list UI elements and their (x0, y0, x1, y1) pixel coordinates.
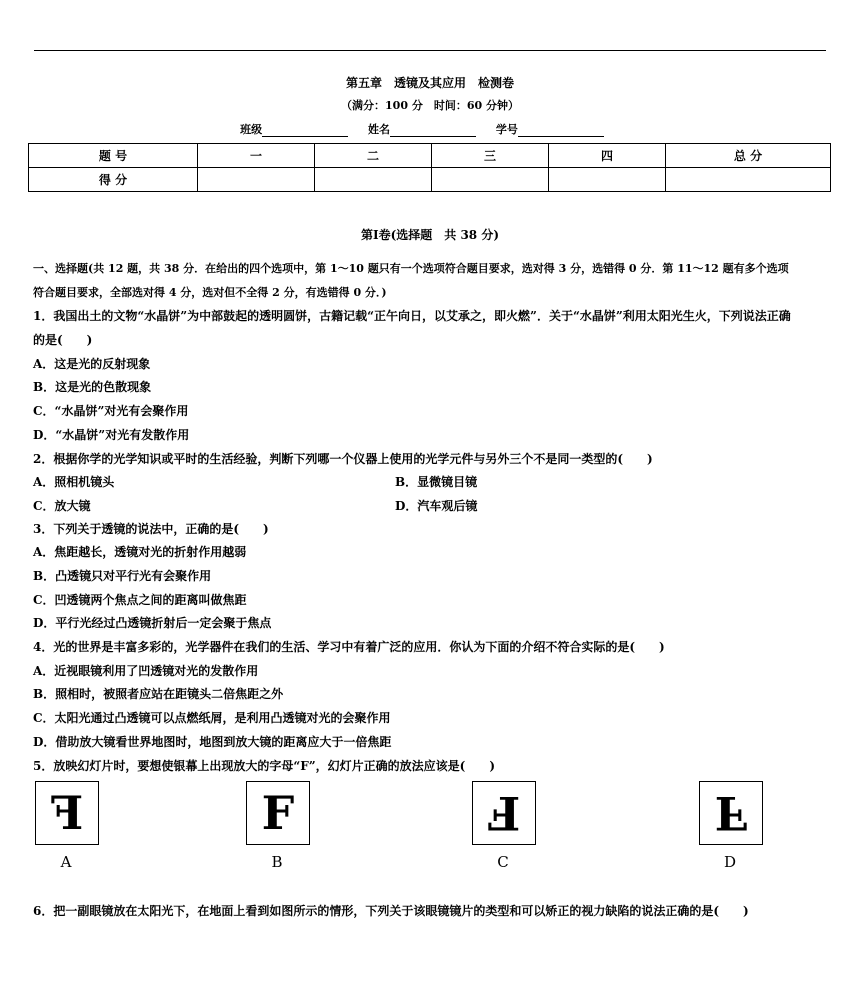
score-cell[interactable] (666, 168, 831, 192)
q5-figure-c (472, 781, 536, 845)
q3-option-c: C．凹透镜两个焦点之间的距离叫做焦距 (33, 593, 247, 607)
q5-stem: 5．放映幻灯片时，要想使银幕上出现放大的字母“F”，幻灯片正确的放法应该是( ) (33, 759, 496, 773)
class-blank[interactable] (262, 125, 348, 137)
page-subtitle: （满分：100 分 时间：60 分钟） (341, 99, 519, 112)
q2-option-d: D．汽车观后镜 (395, 499, 478, 513)
score-cell[interactable] (198, 168, 315, 192)
q5-figure-b (246, 781, 310, 845)
q3-option-a: A．焦距越长，透镜对光的折射作用越弱 (33, 545, 247, 559)
score-table-score-row (29, 168, 831, 192)
score-table (28, 143, 831, 192)
q5-figure-a (35, 781, 99, 845)
q5-label-b: B (271, 853, 283, 871)
score-table-header-row (29, 144, 831, 168)
page-title: 第五章 透镜及其应用 检测卷 (345, 76, 514, 90)
q2-stem: 2．根据你学的光学知识或平时的生活经验，判断下列哪一个仪器上使用的光学元件与另外三个不是同一类型的( ) (33, 452, 653, 466)
q3-stem: 3．下列关于透镜的说法中，正确的是( ) (33, 522, 269, 536)
q3-option-b: B．凸透镜只对平行光有会聚作用 (33, 569, 212, 583)
q1-option-d: D．“水晶饼”对光有发散作用 (33, 428, 190, 442)
score-header-cell: 总 分 (666, 144, 831, 168)
q4-option-b: B．照相时，被照者应站在距镜头二倍焦距之外 (33, 687, 284, 701)
q1-option-b: B．这是光的色散现象 (33, 380, 152, 394)
q5-label-d: D (723, 853, 737, 871)
q4-option-d: D．借助放大镜看世界地图时，地图到放大镜的距离应大于一倍焦距 (33, 735, 392, 749)
score-header-cell: 一 (198, 144, 315, 168)
q4-option-c: C．太阳光通过凸透镜可以点燃纸屑，是利用凸透镜对光的会聚作用 (33, 711, 391, 725)
letter-f-upright: F (261, 786, 295, 840)
q2-option-b: B．显微镜目镜 (395, 475, 478, 489)
name-blank[interactable] (390, 125, 476, 137)
letter-f-mirrored: F (50, 786, 84, 840)
score-row-label: 得 分 (29, 168, 198, 192)
q1-stem-1: 1．我国出土的文物“水晶饼”为中部鼓起的透明圆饼，古籍记载“正午向日，以艾承之，即火燃”．关于“水晶饼”利用太阳光生火，下列说法正确 (33, 309, 791, 323)
top-rule (34, 50, 826, 51)
student-info-fields (0, 121, 860, 137)
section-title: 第Ⅰ卷(选择题 共 38 分) (360, 228, 500, 242)
instructions-line-1: 一、选择题(共 12 题，共 38 分．在给出的四个选项中，第 1～10 题只有一个选项符合题目要求，选对得 3 分，选错得 0 分．第 11～12 题有多个选项 (33, 262, 789, 275)
score-header-cell: 题 号 (29, 144, 198, 168)
q2-option-c: C．放大镜 (33, 499, 91, 513)
letter-f-rotated: F (487, 786, 521, 840)
instructions-line-2: 符合题目要求，全部选对得 4 分，选对但不全得 2 分，有选错得 0 分．) (33, 286, 387, 299)
score-cell[interactable] (315, 168, 432, 192)
score-cell[interactable] (549, 168, 666, 192)
q1-option-c: C．“水晶饼”对光有会聚作用 (33, 404, 189, 418)
score-cell[interactable] (432, 168, 549, 192)
score-header-cell: 四 (549, 144, 666, 168)
q5-label-a: A (60, 853, 72, 871)
id-label: 学号 (495, 123, 518, 136)
q2-option-a: A．照相机镜头 (33, 475, 115, 489)
q6-stem: 6．把一副眼镜放在太阳光下，在地面上看到如图所示的情形，下列关于该眼镜镜片的类型和可以矫正的视力缺陷的说法正确的是( ) (33, 904, 749, 918)
q5-label-c: C (497, 853, 509, 871)
name-label: 姓名 (368, 123, 390, 136)
class-label: 班级 (240, 123, 263, 136)
q1-option-a: A．这是光的反射现象 (33, 357, 151, 371)
q5-figure-d (699, 781, 763, 845)
q3-option-d: D．平行光经过凸透镜折射后一定会聚于焦点 (33, 616, 272, 630)
q1-stem-2: 的是( ) (33, 333, 93, 347)
q4-stem: 4．光的世界是丰富多彩的，光学器件在我们的生活、学习中有着广泛的应用．你认为下面的介绍不符合实际的是( ) (33, 640, 665, 654)
letter-f-flipped: F (714, 786, 748, 840)
score-header-cell: 二 (315, 144, 432, 168)
score-header-cell: 三 (432, 144, 549, 168)
q4-option-a: A．近视眼镜利用了凹透镜对光的发散作用 (33, 664, 259, 678)
id-blank[interactable] (518, 125, 604, 137)
